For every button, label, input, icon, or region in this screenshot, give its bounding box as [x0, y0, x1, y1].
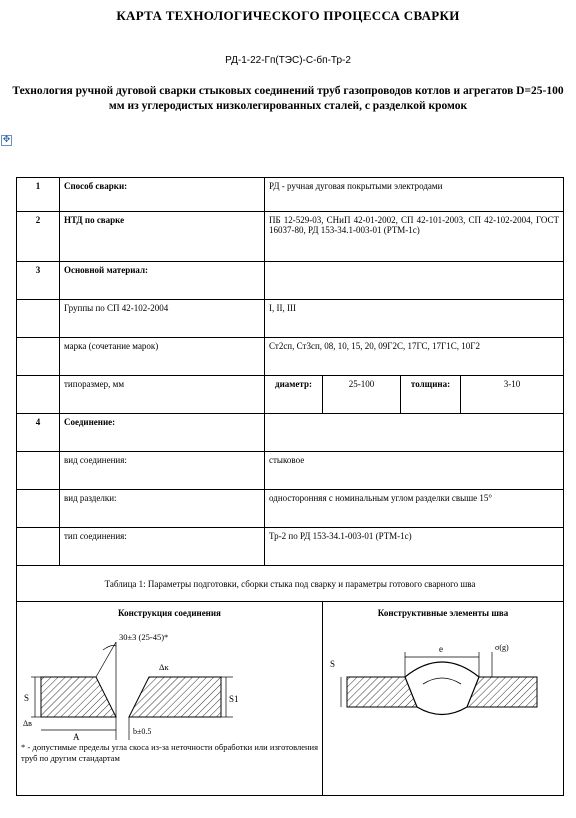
- row-number: 1: [17, 178, 60, 212]
- diameter-value: 25-100: [323, 376, 401, 414]
- row-table-caption: [17, 566, 564, 602]
- thickness-label: толщина:: [401, 376, 461, 414]
- row-value-empty: [265, 414, 564, 452]
- row-material-groups: [17, 300, 564, 338]
- right-plate-shape: [129, 677, 221, 717]
- row-label: Основной материал:: [60, 262, 265, 300]
- row-label: типоразмер, мм: [60, 376, 265, 414]
- row-steel-grades: [17, 338, 564, 376]
- row-number-empty: [17, 300, 60, 338]
- dim-e-label: e: [439, 644, 443, 654]
- table-move-handle-icon[interactable]: ✥: [2, 135, 11, 145]
- row-label: марка (сочетание марок): [60, 338, 265, 376]
- weld-elements-heading: Конструктивные элементы шва: [377, 608, 509, 618]
- document-title: КАРТА ТЕХНОЛОГИЧЕСКОГО ПРОЦЕССА СВАРКИ: [116, 8, 460, 23]
- row-welding-method: [17, 178, 564, 212]
- document-subtitle: Технология ручной дуговой сварки стыковых соединений труб газопроводов котлов и агрегатов D=25-100 мм из углеродистых низколегированных сталей, с разделкой кромок: [12, 85, 564, 112]
- dim-dk-label: Δк: [159, 662, 169, 672]
- row-label: вид разделки:: [60, 490, 265, 528]
- row-value: стыковое: [265, 452, 564, 490]
- row-label: тип соединения:: [60, 528, 265, 566]
- row-sketches: [17, 602, 564, 796]
- row-label: вид соединения:: [60, 452, 265, 490]
- row-number-empty: [17, 452, 60, 490]
- dim-s1-label: S1: [229, 694, 239, 704]
- diameter-label: диаметр:: [265, 376, 323, 414]
- row-size: [17, 376, 564, 414]
- row-value: Ст2сп, Ст3сп, 08, 10, 15, 20, 09Г2С, 17ГС, 17Г1С, 10Г2: [265, 338, 564, 376]
- row-label: Способ сварки:: [60, 178, 265, 212]
- row-number: 2: [17, 212, 60, 262]
- row-number-empty: [17, 376, 60, 414]
- row-joint-type: [17, 528, 564, 566]
- dim-a-label: A: [73, 732, 80, 742]
- row-joint-kind: [17, 452, 564, 490]
- row-number-empty: [17, 528, 60, 566]
- row-bevel-kind: [17, 490, 564, 528]
- joint-construction-cell: [17, 602, 323, 796]
- dim-angle-label: 30±3 (25-45)*: [119, 632, 169, 642]
- welding-process-table: [16, 177, 564, 796]
- row-value: I, II, III: [265, 300, 564, 338]
- row-number-empty: [17, 338, 60, 376]
- row-value: РД - ручная дуговая покрытыми электродами: [265, 178, 564, 212]
- tolerance-note: * - допустимые пределы угла скоса из-за неточности обработки или изготовления труб по другим стандартам: [21, 742, 318, 763]
- row-value: односторонняя с номинальным углом разделки свыше 15°: [265, 490, 564, 528]
- weld-elements-drawing: [327, 622, 557, 742]
- row-label: НТД по сварке: [60, 212, 265, 262]
- dim-g-label: σ(g): [495, 643, 509, 652]
- row-number-empty: [17, 490, 60, 528]
- dim-s-label: S: [24, 693, 30, 703]
- dim-b-label: b±0.5: [133, 727, 152, 736]
- row-value-empty: [265, 262, 564, 300]
- left-plate-shape: [41, 677, 116, 717]
- document-code: РД-1-22-Гп(ТЭС)-С-бп-Тр-2: [225, 55, 351, 66]
- row-label: Соединение:: [60, 414, 265, 452]
- row-value: ПБ 12-529-03, СНиП 42-01-2002, СП 42-101-2003, СП 42-102-2004, ГОСТ 16037-80, РД 153-34.1-003-01 (РТМ-1с): [265, 212, 564, 262]
- joint-construction-heading: Конструкция соединения: [118, 608, 221, 618]
- dim-db-label: Δв: [23, 719, 32, 728]
- thickness-value: 3-10: [461, 376, 564, 414]
- row-value: Тр-2 по РД 153-34.1-003-01 (РТМ-1с): [265, 528, 564, 566]
- row-joint: [17, 414, 564, 452]
- weld-elements-cell: [323, 602, 564, 796]
- row-regulations: [17, 212, 564, 262]
- row-base-material: [17, 262, 564, 300]
- row-label: Группы по СП 42-102-2004: [60, 300, 265, 338]
- row-number: 4: [17, 414, 60, 452]
- dim-s-right-label: S: [330, 659, 336, 669]
- table-caption: Таблица 1: Параметры подготовки, сборки стыка под сварку и параметры готового сварного шва: [17, 566, 564, 602]
- joint-construction-drawing: [21, 622, 277, 742]
- row-number: 3: [17, 262, 60, 300]
